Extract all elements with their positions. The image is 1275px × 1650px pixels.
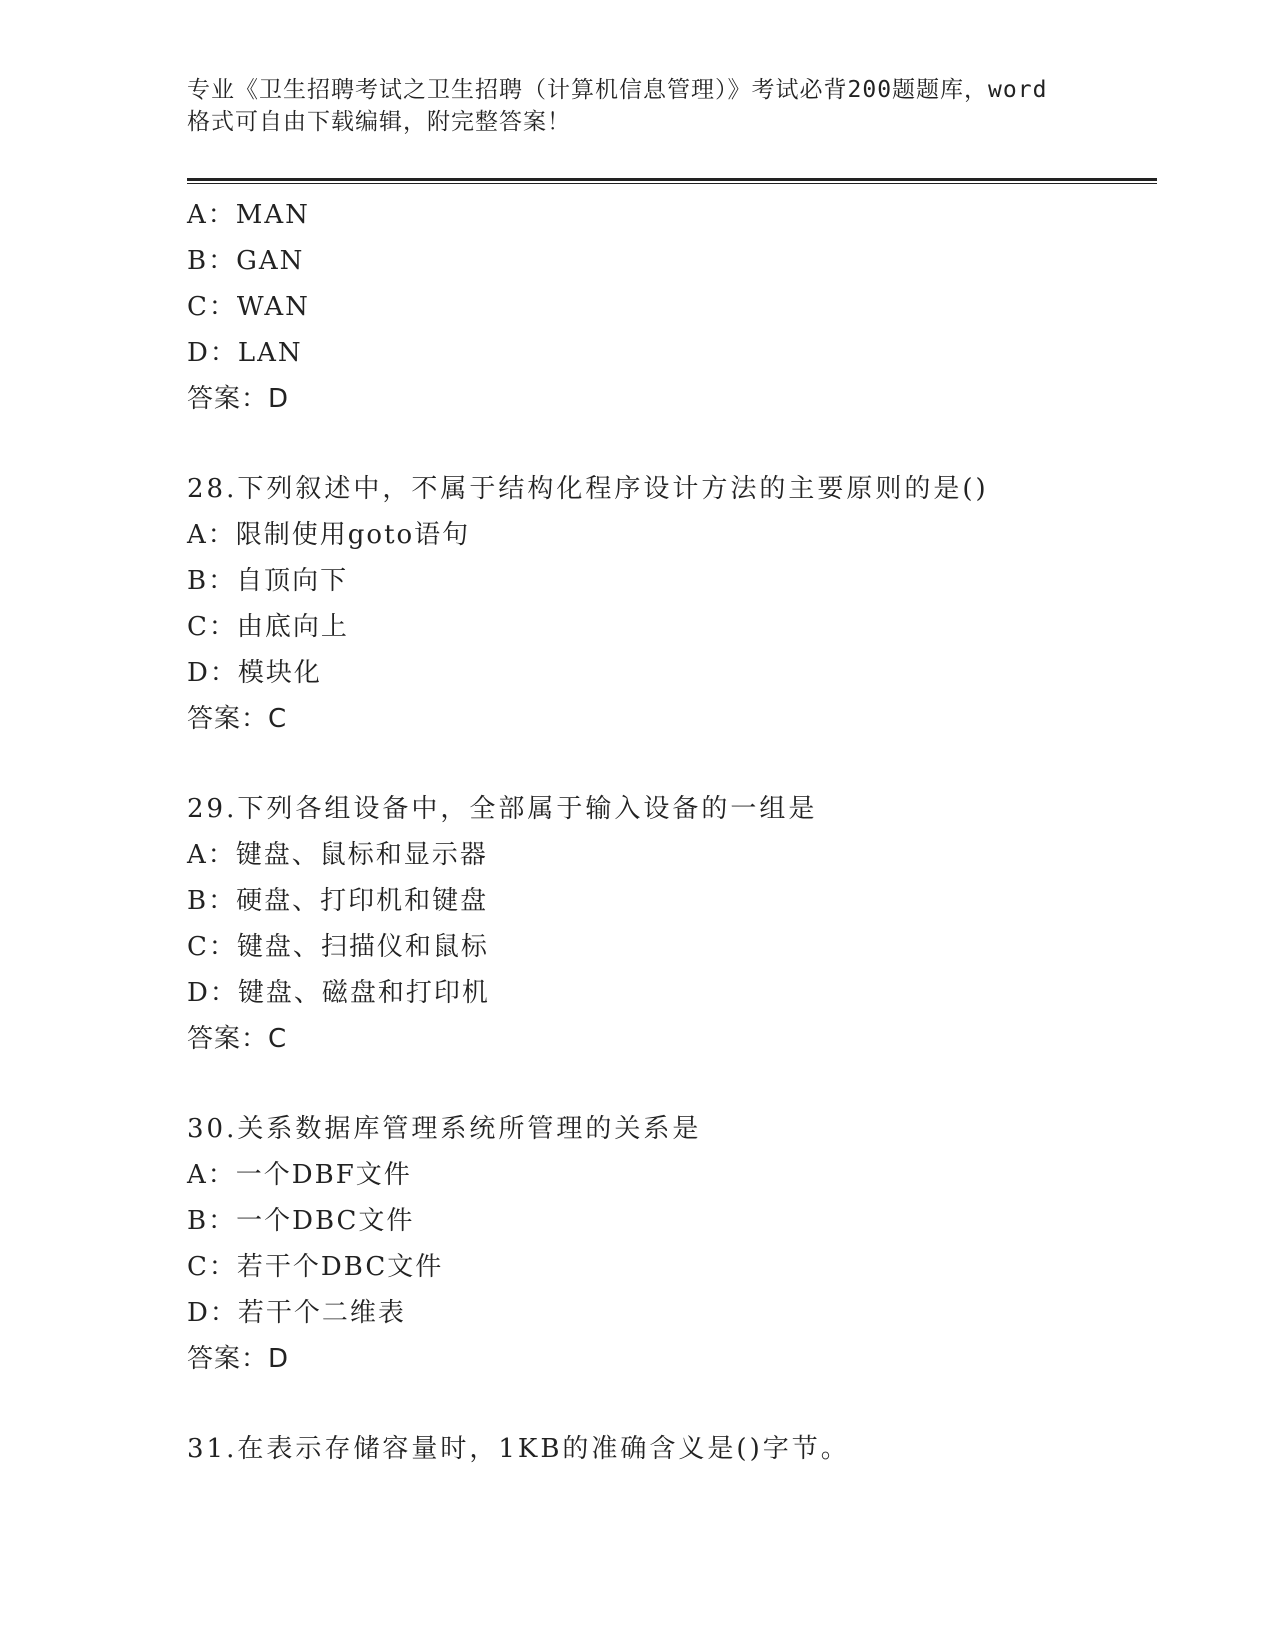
option-b: B：GAN	[187, 246, 305, 276]
spacer	[187, 1062, 1157, 1106]
option-a: A：键盘、鼠标和显示器	[187, 840, 488, 870]
option-c: C：若干个DBC文件	[187, 1252, 444, 1282]
question-29	[187, 786, 1157, 1062]
header-line-2: 格式可自由下载编辑，附完整答案！	[187, 109, 571, 135]
question-28	[187, 466, 1157, 742]
spacer	[187, 422, 1157, 466]
question-text: 31.在表示存储容量时，1KB的准确含义是()字节。	[187, 1434, 850, 1464]
option-b: B：一个DBC文件	[187, 1206, 415, 1236]
option-c: C：WAN	[187, 292, 310, 322]
option-d: D：键盘、磁盘和打印机	[187, 978, 490, 1008]
question-list	[187, 192, 1157, 1472]
header-line-1: 专业《卫生招聘考试之卫生招聘（计算机信息管理）》考试必背200题题库，word	[187, 77, 1048, 103]
answer-line: 答案：C	[187, 704, 288, 734]
option-a: A：MAN	[187, 200, 310, 230]
option-d: D：模块化	[187, 658, 322, 688]
header-divider-thin	[187, 183, 1157, 184]
option-c: C：键盘、扫描仪和鼠标	[187, 932, 489, 962]
question-30	[187, 1106, 1157, 1382]
question-text: 28.下列叙述中，不属于结构化程序设计方法的主要原则的是()	[187, 474, 989, 504]
spacer	[187, 742, 1157, 786]
option-d: D：LAN	[187, 338, 303, 368]
option-a: A：一个DBF文件	[187, 1160, 412, 1190]
option-b: B：硬盘、打印机和键盘	[187, 886, 489, 916]
document-header	[187, 74, 1087, 138]
question-text: 29.下列各组设备中，全部属于输入设备的一组是	[187, 794, 818, 824]
answer-line: 答案：D	[187, 384, 290, 414]
question-text: 30.关系数据库管理系统所管理的关系是	[187, 1114, 702, 1144]
option-d: D：若干个二维表	[187, 1298, 406, 1328]
header-divider-thick	[187, 178, 1157, 181]
spacer	[187, 1382, 1157, 1426]
answer-line: 答案：C	[187, 1024, 288, 1054]
question-27-partial	[187, 192, 1157, 422]
option-b: B：自顶向下	[187, 566, 349, 596]
answer-line: 答案：D	[187, 1344, 290, 1374]
option-c: C：由底向上	[187, 612, 349, 642]
question-31	[187, 1426, 1157, 1472]
option-a: A：限制使用goto语句	[187, 520, 471, 550]
